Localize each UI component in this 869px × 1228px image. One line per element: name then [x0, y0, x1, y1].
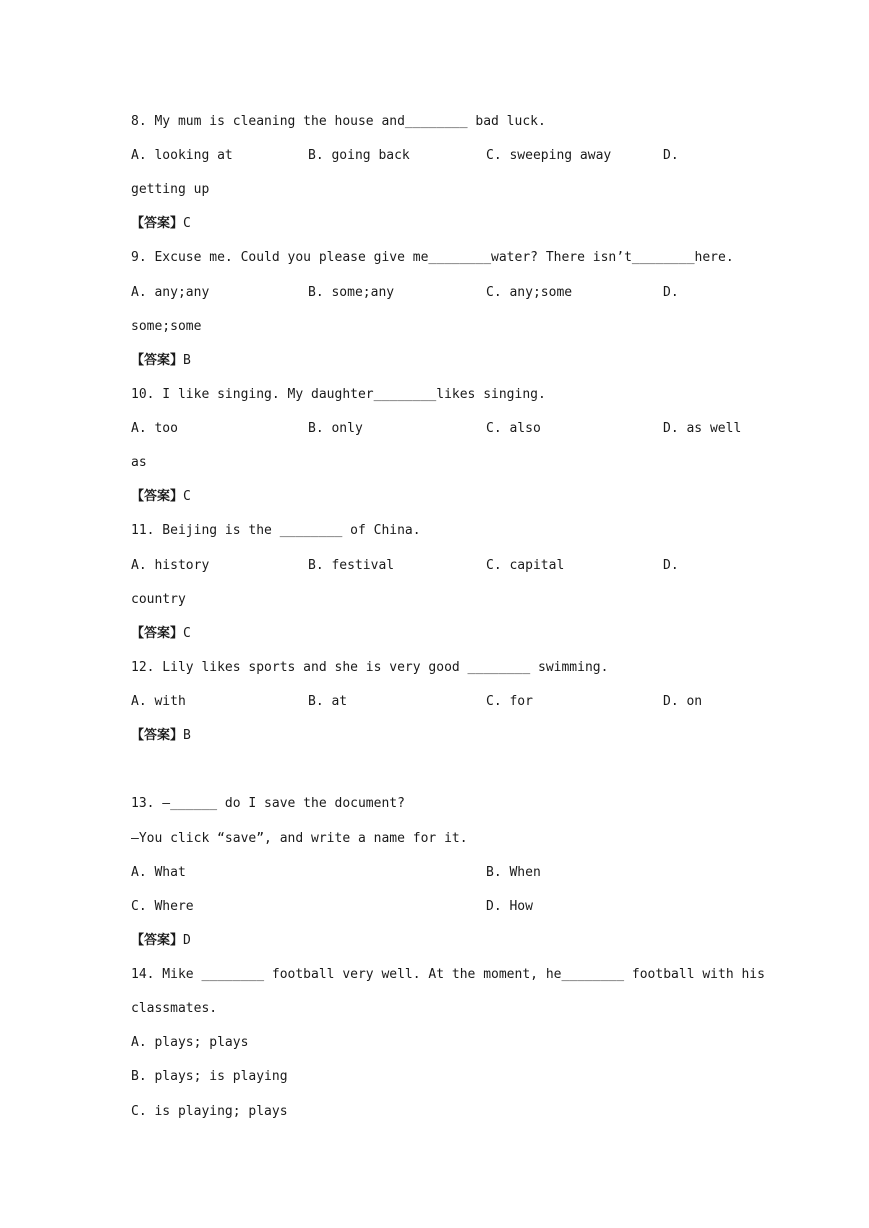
question-13-option-b: B. When: [486, 865, 541, 880]
question-13-option-a: A. What: [131, 865, 186, 880]
question-9-option-a: A. any;any: [131, 285, 210, 300]
question-10-answer: [131, 489, 191, 505]
question-14-stem-wrap: classmates.: [131, 1001, 218, 1016]
question-11-stem: 11. Beijing is the ________ of China.: [131, 523, 421, 538]
answer-value: C: [183, 626, 191, 641]
question-8-answer: [131, 216, 191, 232]
question-14-option-b: B. plays; is playing: [131, 1069, 288, 1084]
question-9-option-d: D.: [663, 285, 679, 300]
question-10-option-c: C. also: [486, 421, 541, 436]
question-12-option-d: D. on: [663, 694, 703, 709]
question-12-option-c: C. for: [486, 694, 533, 709]
question-13-option-d: D. How: [486, 899, 533, 914]
question-11-option-b: B. festival: [308, 558, 395, 573]
question-10-option-b: B. only: [308, 421, 363, 436]
question-8-option-c: C. sweeping away: [486, 148, 612, 163]
question-13-reply: —You click “save”, and write a name for it.: [131, 831, 468, 846]
question-12-option-b: B. at: [308, 694, 348, 709]
answer-tag: 【答案】: [131, 933, 184, 948]
question-9-option-c: C. any;some: [486, 285, 573, 300]
question-9-answer: [131, 353, 191, 369]
question-13-answer: [131, 933, 191, 949]
question-11-option-wrap: country: [131, 592, 186, 607]
answer-value: C: [183, 216, 191, 231]
question-9-option-b: B. some;any: [308, 285, 395, 300]
question-10-option-a: A. too: [131, 421, 178, 436]
question-9-stem: 9. Excuse me. Could you please give me________water? There isn’t________here.: [131, 250, 734, 265]
answer-tag: 【答案】: [131, 353, 184, 368]
question-10-option-d: D. as well: [663, 421, 742, 436]
question-8-option-a: A. looking at: [131, 148, 233, 163]
question-8-stem: 8. My mum is cleaning the house and________ bad luck.: [131, 114, 546, 129]
answer-value: B: [183, 728, 191, 743]
answer-tag: 【答案】: [131, 489, 184, 504]
answer-value: B: [183, 353, 191, 368]
question-9-option-wrap: some;some: [131, 319, 202, 334]
question-12-answer: [131, 728, 191, 744]
question-12-option-a: A. with: [131, 694, 186, 709]
question-10-option-wrap: as: [131, 455, 147, 470]
question-13-option-c: C. Where: [131, 899, 194, 914]
question-11-answer: [131, 626, 191, 642]
question-14-option-c: C. is playing; plays: [131, 1104, 288, 1119]
question-11-option-c: C. capital: [486, 558, 565, 573]
question-14-option-a: A. plays; plays: [131, 1035, 249, 1050]
question-8-option-b: B. going back: [308, 148, 410, 163]
question-8-option-wrap: getting up: [131, 182, 210, 197]
answer-value: D: [183, 933, 191, 948]
answer-tag: 【答案】: [131, 728, 184, 743]
question-13-stem: 13. —______ do I save the document?: [131, 796, 405, 811]
question-12-stem: 12. Lily likes sports and she is very good ________ swimming.: [131, 660, 609, 675]
question-14-stem: 14. Mike ________ football very well. At the moment, he________ football with his: [131, 967, 765, 982]
answer-value: C: [183, 489, 191, 504]
question-8-option-d: D.: [663, 148, 679, 163]
answer-tag: 【答案】: [131, 216, 184, 231]
question-10-stem: 10. I like singing. My daughter________likes singing.: [131, 387, 546, 402]
question-11-option-d: D.: [663, 558, 679, 573]
question-11-option-a: A. history: [131, 558, 210, 573]
answer-tag: 【答案】: [131, 626, 184, 641]
